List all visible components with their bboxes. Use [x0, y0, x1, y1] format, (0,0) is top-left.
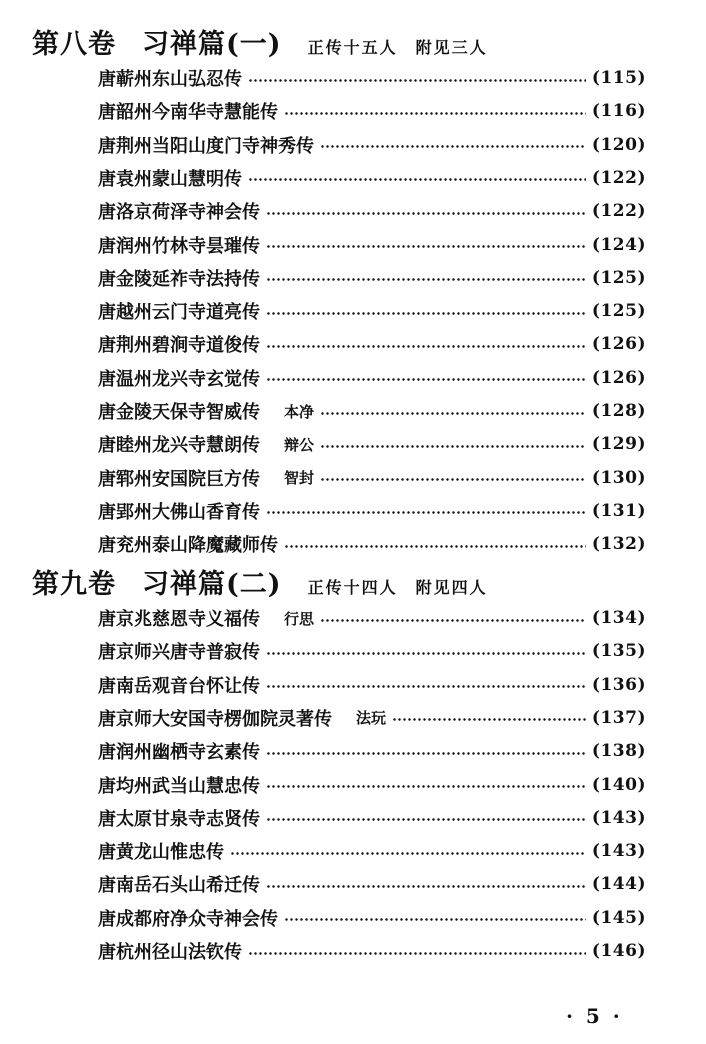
toc-entry: [98, 230, 646, 260]
volume-heading: [32, 22, 488, 62]
toc-entry: [98, 63, 646, 93]
entry-title: 唐洛京荷泽寺神会传: [98, 202, 260, 224]
entry-title: 唐京师兴唐寺普寂传: [98, 642, 260, 664]
dot-leader: [284, 918, 586, 921]
volume-heading: [32, 562, 488, 602]
entry-title: 唐郢州大佛山香育传: [98, 501, 260, 523]
entry-page-number: (130): [591, 467, 646, 488]
entry-title: 唐蕲州东山弘忍传: [98, 69, 242, 90]
entry-title: 唐杭州径山法钦传: [98, 942, 242, 963]
toc-entry: [98, 363, 646, 393]
toc-entry: [98, 496, 646, 526]
entry-appendix: 辩公: [284, 435, 315, 454]
volume-title: 习禅篇(一): [142, 29, 282, 60]
entry-page-number: (144): [591, 874, 646, 895]
volume-note: 正传十五人 附见三人: [307, 38, 488, 57]
entry-page-number: (131): [591, 500, 646, 521]
entry-title: 唐金陵延祚寺法持传: [98, 268, 260, 290]
entry-title: 唐京兆慈恩寺义福传: [98, 609, 260, 630]
entry-page-number: (125): [591, 267, 646, 288]
toc-entry: [98, 736, 646, 766]
entry-page-number: (124): [591, 234, 646, 255]
dot-leader: [266, 752, 586, 755]
entry-page-number: (125): [591, 301, 646, 322]
entry-title: 唐温州龙兴寺玄觉传: [98, 368, 260, 390]
toc-entry: [98, 463, 646, 493]
dot-leader: [320, 145, 586, 148]
volume-note: 正传十四人 附见四人: [307, 578, 488, 597]
dot-leader: [320, 619, 586, 622]
entry-page-number: (122): [591, 201, 646, 222]
dot-leader: [266, 885, 586, 888]
entry-appendix: 行思: [284, 609, 315, 628]
entry-page-number: (146): [591, 941, 646, 961]
entry-title: 唐南岳石头山希迁传: [98, 875, 260, 897]
entry-page-number: (126): [591, 334, 646, 355]
dot-leader: [266, 312, 586, 315]
entry-page-number: (143): [591, 841, 646, 862]
toc-entry: [98, 770, 646, 800]
entry-page-number: (120): [591, 134, 646, 155]
entry-appendix: 本净: [284, 402, 315, 421]
dot-leader: [320, 445, 586, 448]
dot-leader: [266, 278, 586, 281]
dot-leader: [266, 818, 586, 821]
page-number: · 5 ·: [566, 1004, 623, 1028]
dot-leader: [266, 511, 586, 514]
toc-entry: [98, 936, 646, 966]
entry-title: 唐荆州当阳山度门寺神秀传: [98, 135, 314, 157]
toc-entry: [98, 263, 646, 293]
dot-leader: [248, 178, 586, 181]
dot-leader: [230, 852, 586, 855]
entry-page-number: (126): [591, 367, 646, 388]
dot-leader: [392, 718, 586, 721]
entry-title: 唐兖州泰山降魔藏师传: [98, 535, 278, 557]
toc-entry: [98, 703, 646, 733]
toc-entry: [98, 670, 646, 700]
entry-appendix: 智封: [284, 469, 315, 488]
entry-title: 唐润州幽栖寺玄素传: [98, 742, 260, 764]
entry-page-number: (128): [591, 401, 646, 421]
volume-number: 第八卷: [32, 29, 116, 60]
entry-title: 唐太原甘泉寺志贤传: [98, 808, 260, 830]
entry-title: 唐睦州龙兴寺慧朗传: [98, 435, 260, 457]
dot-leader: [266, 652, 586, 655]
toc-entry: [98, 296, 646, 326]
toc-entry: [98, 329, 646, 359]
entry-page-number: (136): [591, 674, 646, 695]
entry-page-number: (140): [591, 774, 646, 795]
entry-title: 唐京师大安国寺楞伽院灵著传: [98, 708, 332, 730]
entry-page-number: (115): [591, 68, 646, 88]
toc-entry: [98, 636, 646, 666]
entry-title: 唐金陵天保寺智威传: [98, 402, 260, 423]
toc-entry: [98, 163, 646, 193]
toc-entry: [98, 196, 646, 226]
dot-leader: [266, 212, 586, 215]
entry-title: 唐黄龙山惟忠传: [98, 842, 224, 864]
toc-entry: [98, 836, 646, 866]
entry-page-number: (143): [591, 807, 646, 828]
entry-title: 唐郓州安国院巨方传: [98, 468, 260, 490]
entry-title: 唐越州云门寺道亮传: [98, 302, 260, 324]
toc-entry: [98, 903, 646, 933]
entry-title: 唐韶州今南华寺慧能传: [98, 102, 278, 124]
dot-leader: [266, 685, 586, 688]
toc-entry: [98, 96, 646, 126]
entry-page-number: (116): [591, 101, 646, 122]
dot-leader: [284, 545, 586, 548]
entry-title: 唐均州武当山慧忠传: [98, 775, 260, 797]
toc-entry: [98, 529, 646, 559]
toc-entry: [98, 429, 646, 459]
entry-title: 唐成都府净众寺神会传: [98, 908, 278, 930]
dot-leader: [266, 245, 586, 248]
entry-page-number: (134): [591, 608, 646, 628]
dot-leader: [248, 952, 586, 955]
entry-page-number: (122): [591, 167, 646, 188]
toc-entry: [98, 396, 646, 426]
entry-appendix: 法玩: [356, 709, 387, 728]
toc-entry: [98, 603, 646, 633]
toc-entry: [98, 869, 646, 899]
entry-title: 唐南岳观音台怀让传: [98, 675, 260, 697]
entry-page-number: (137): [591, 707, 646, 728]
dot-leader: [266, 378, 586, 381]
entry-page-number: (135): [591, 641, 646, 662]
entry-page-number: (129): [591, 434, 646, 455]
toc-entry: [98, 803, 646, 833]
entry-page-number: (145): [591, 907, 646, 928]
dot-leader: [320, 412, 586, 415]
dot-leader: [266, 785, 586, 788]
entry-page-number: (132): [591, 534, 646, 555]
toc-entry: [98, 130, 646, 160]
entry-title: 唐袁州蒙山慧明传: [98, 168, 242, 190]
dot-leader: [284, 112, 586, 115]
entry-title: 唐润州竹林寺昙璀传: [98, 235, 260, 257]
volume-number: 第九卷: [32, 569, 116, 600]
volume-title: 习禅篇(二): [142, 569, 282, 600]
dot-leader: [248, 79, 586, 82]
dot-leader: [320, 478, 586, 481]
dot-leader: [266, 345, 586, 348]
entry-title: 唐荆州碧涧寺道俊传: [98, 335, 260, 357]
entry-page-number: (138): [591, 741, 646, 762]
